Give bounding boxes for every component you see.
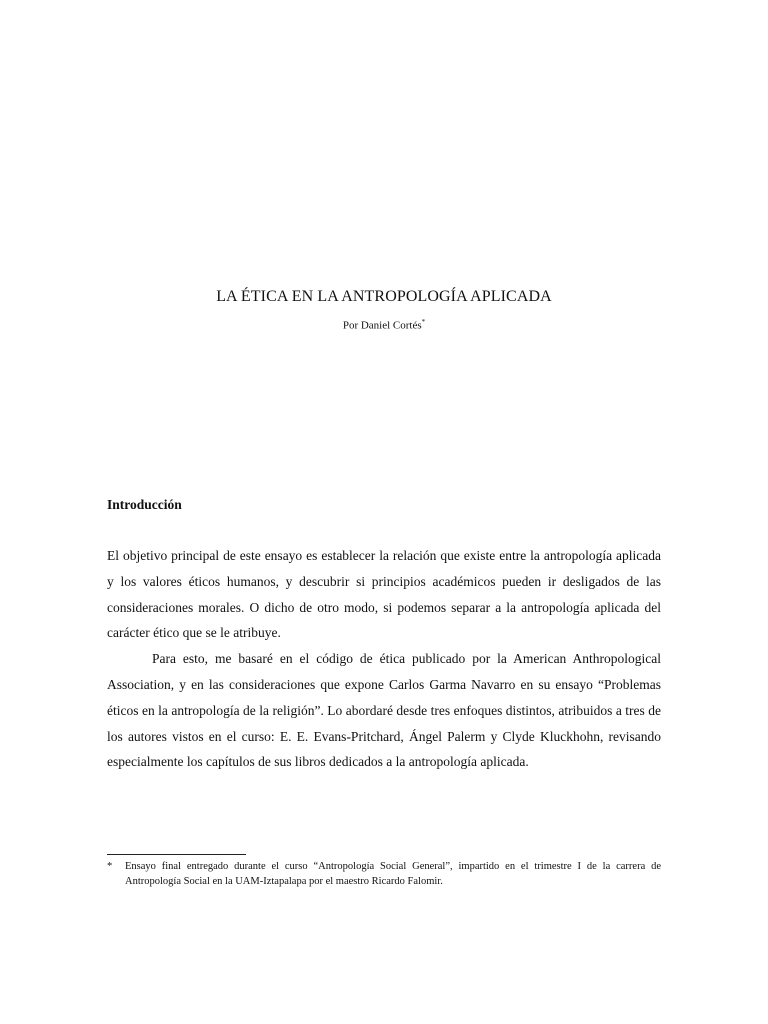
footnote-reference-mark: * [421, 318, 426, 326]
section-heading: Introducción [107, 497, 182, 512]
footnote [107, 859, 661, 889]
footnote-text: Ensayo final entregado durante el curso “Antropología Social General”, impartido en el trimestre I de la carrera de Antropología Social en la UAM-Iztapalapa por el maestro Ricardo Falomir. [125, 861, 661, 887]
paragraph-2: Para esto, me basaré en el código de ética publicado por la American Anthropological Association, y en las consideraciones que expone Carlos Garma Navarro en su ensayo “Problemas éticos en la antropología de la religión”. Lo abordaré desde tres enfoques distintos, atribuidos a tres de los autores vistos en el curso: E. E. Evans-Pritchard, Ángel Palerm y Clyde Kluckhohn, revisando especialmente los capítulos de sus libros dedicados a la antropología aplicada. [107, 651, 661, 770]
author-name: Por Daniel Cortés [342, 319, 422, 332]
document-title: LA ÉTICA EN LA ANTROPOLOGÍA APLICADA [216, 288, 552, 305]
footnote-mark: * [107, 861, 113, 872]
footnote-separator [107, 854, 246, 855]
author-byline [0, 318, 768, 332]
paragraph-1: El objetivo principal de este ensayo es establecer la relación que existe entre la antropología aplicada y los valores éticos humanos, y descubrir si principios académicos pueden ir desligados de las consideraciones morales. O dicho de otro modo, si podemos separar a la antropología aplicada del carácter ético que se le atribuye. [107, 548, 661, 641]
body-text [107, 543, 661, 775]
